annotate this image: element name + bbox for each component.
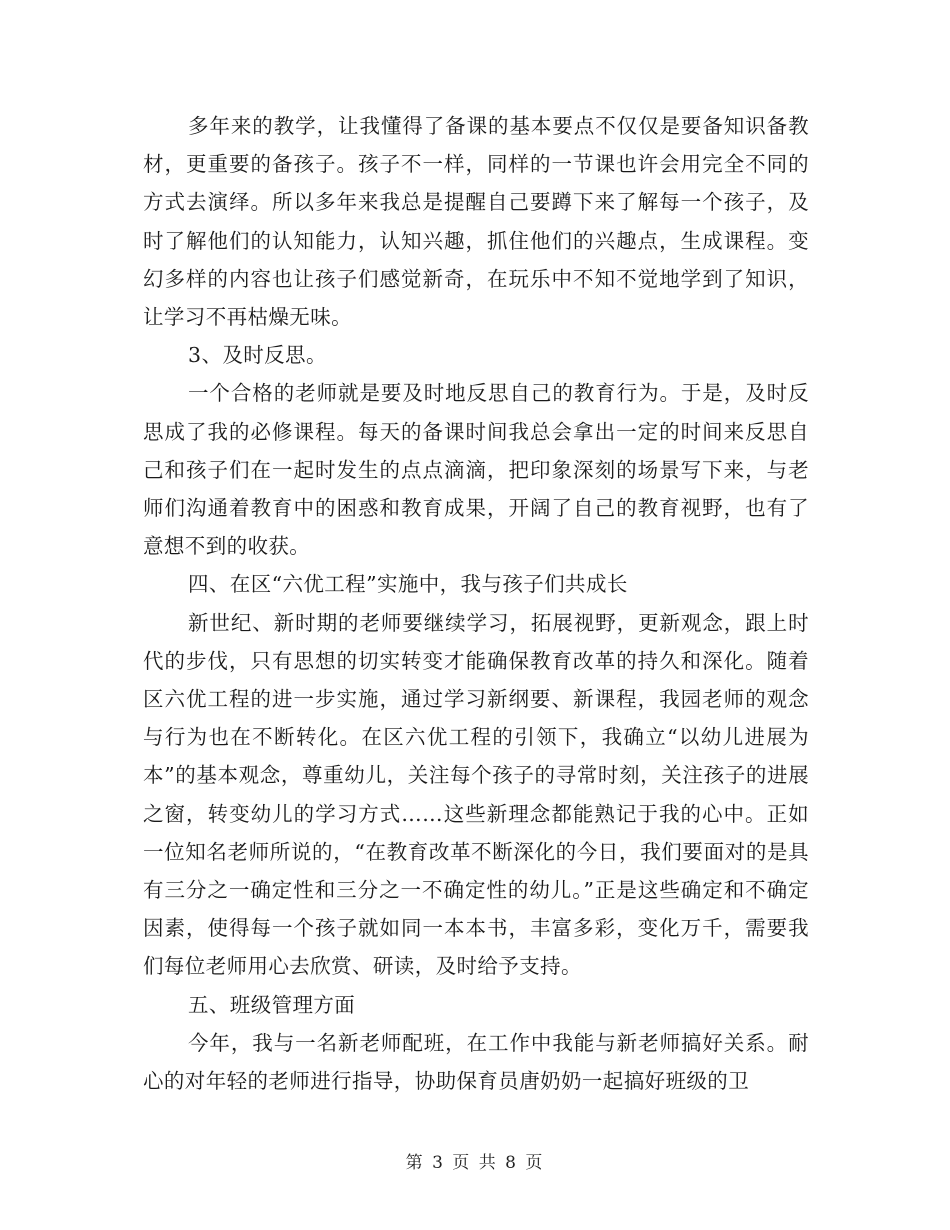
paragraph-class-management: 今年，我与一名新老师配班，在工作中我能与新老师搞好关系。耐心的对年轻的老师进行指导，协助保育员唐奶奶一起搞好班级的卫 bbox=[143, 1030, 809, 1094]
heading-timely-reflection: 3、及时反思。 bbox=[188, 343, 327, 368]
heading-class-management: 五、班级管理方面 bbox=[188, 992, 356, 1017]
paragraph-reflection: 一个合格的老师就是要及时地反思自己的教育行为。于是，及时反思成了我的必修课程。每天的备课时间我总会拿出一定的时间来反思自己和孩子们在一起时发生的点点滴滴，把印象深刻的场景写下来，与老师们沟通着教育中的困惑和教育成果，开阔了自己的教育视野，也有了意想不到的收获。 bbox=[143, 381, 809, 559]
heading-six-excellence-project: 四、在区“六优工程”实施中，我与孩子们共成长 bbox=[188, 572, 628, 597]
document-body bbox=[143, 107, 809, 1100]
paragraph-growth-with-children: 新世纪、新时期的老师要继续学习，拓展视野，更新观念，跟上时代的步伐，只有思想的切实转变才能确保教育改革的持久和深化。随着区六优工程的进一步实施，通过学习新纲要、新课程，我园老师的观念与行为也在不断转化。在区六优工程的引领下，我确立“以幼儿进展为本”的基本观念，尊重幼儿，关注每个孩子的寻常时刻，关注孩子的进展之窗，转变幼儿的学习方式……这些新理念都能熟记于我的心中。正如一位知名老师所说的，“在教育改革不断深化的今日，我们要面对的是具有三分之一确定性和三分之一不确定性的幼儿。”正是这些确定和不确定因素，使得每一个孩子就如同一本本书，丰富多彩，变化万千，需要我们每位老师用心去欣赏、研读，及时给予支持。 bbox=[143, 610, 809, 979]
paragraph-lesson-prep: 多年来的教学，让我懂得了备课的基本要点不仅仅是要备知识备教材，更重要的备孩子。孩子不一样，同样的一节课也许会用完全不同的方式去演绎。所以多年来我总是提醒自己要蹲下来了解每一个孩子，及时了解他们的认知能力，认知兴趣，抓住他们的兴趣点，生成课程。变幻多样的内容也让孩子们感觉新奇，在玩乐中不知不觉地学到了知识，让学习不再枯燥无味。 bbox=[143, 114, 809, 330]
page-number-footer: 第 3 页 共 8 页 bbox=[405, 1153, 545, 1173]
